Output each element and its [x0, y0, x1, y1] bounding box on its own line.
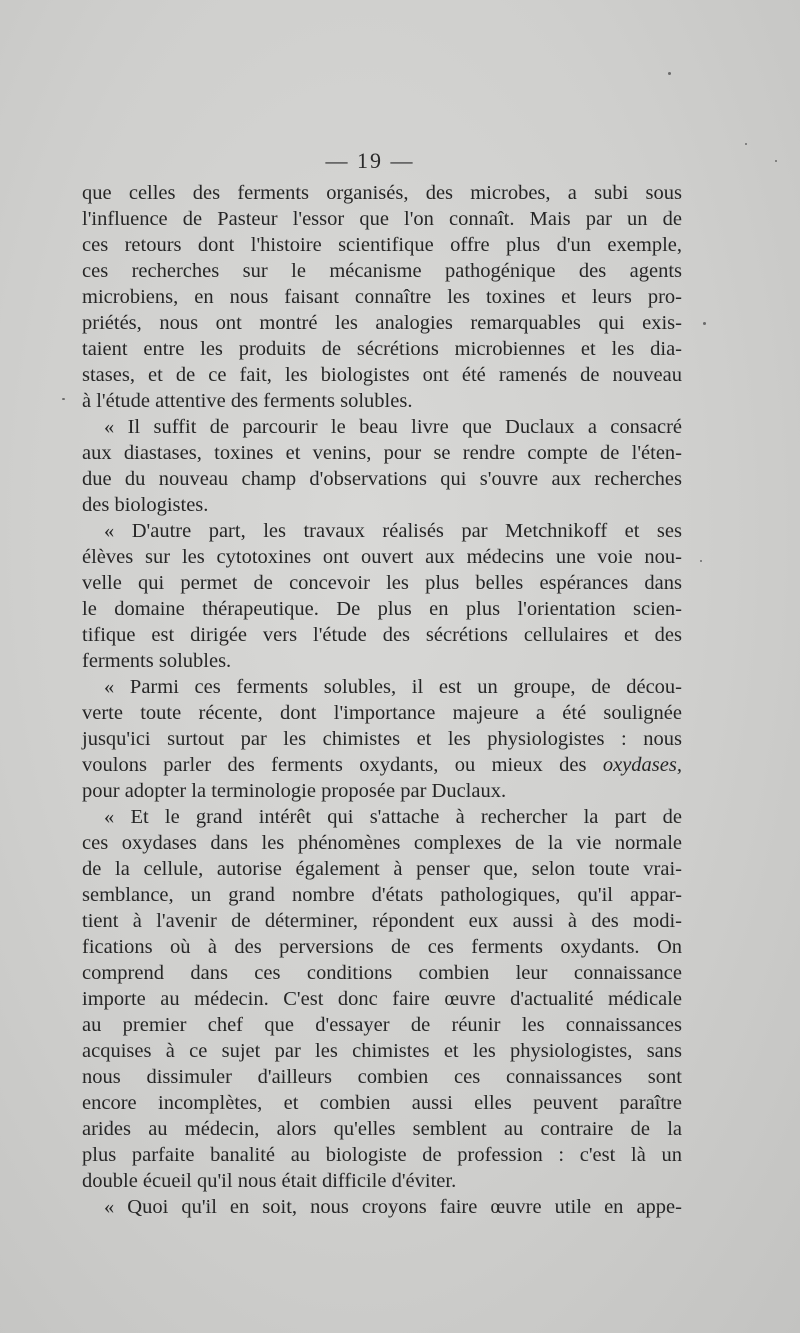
text-line: « Parmi ces ferments solubles, il est un groupe, de décou- — [104, 676, 682, 698]
text-line: priétés, nous ont montré les analogies remarquables qui exis- — [82, 312, 682, 334]
text-line: des biologistes. — [82, 494, 209, 516]
text-line: acquises à ce sujet par les chimistes et les physiologistes, sans — [82, 1040, 682, 1062]
text-line: nous dissimuler d'ailleurs combien ces connaissances sont — [82, 1066, 682, 1088]
text-line: velle qui permet de concevoir les plus belles espérances dans — [82, 572, 682, 594]
paper-speck — [700, 560, 702, 562]
paper-speck — [775, 160, 777, 162]
text-line: l'influence de Pasteur l'essor que l'on connaît. Mais par un de — [82, 208, 682, 230]
paper-speck — [703, 322, 706, 325]
text-line: « D'autre part, les travaux réalisés par Metchnikoff et ses — [104, 520, 682, 542]
page-number: — 19 — — [325, 148, 415, 173]
text-line: ferments solubles. — [82, 650, 232, 672]
text-line: due du nouveau champ d'observations qui s'ouvre aux recherches — [82, 468, 682, 490]
text-line: importe au médecin. C'est donc faire œuvre d'actualité médicale — [82, 988, 682, 1010]
text-line: à l'étude attentive des ferments solubles. — [82, 390, 413, 412]
paper-speck — [668, 72, 671, 75]
body-text — [82, 180, 682, 1220]
paper-speck — [745, 143, 747, 145]
text-line: comprend dans ces conditions combien leur connaissance — [82, 962, 682, 984]
paper-speck — [62, 398, 65, 400]
text-line: microbiens, en nous faisant connaître les toxines et leurs pro- — [82, 286, 682, 308]
text-line: « Quoi qu'il en soit, nous croyons faire œuvre utile en appe- — [104, 1196, 682, 1218]
text-line-with-emphasis — [82, 752, 682, 778]
text-line: « Et le grand intérêt qui s'attache à rechercher la part de — [104, 806, 682, 828]
text-line: ces retours dont l'histoire scientifique offre plus d'un exemple, — [82, 234, 682, 256]
text-line: jusqu'ici surtout par les chimistes et les physiologistes : nous — [82, 728, 682, 750]
text-line: semblance, un grand nombre d'états pathologiques, qu'il appar- — [82, 884, 682, 906]
text-line: « Il suffit de parcourir le beau livre que Duclaux a consacré — [104, 416, 682, 438]
text-line: tient à l'avenir de déterminer, répondent eux aussi à des modi- — [82, 910, 682, 932]
text-line: tifique est dirigée vers l'étude des sécrétions cellulaires et des — [82, 624, 682, 646]
text-line: aux diastases, toxines et venins, pour se rendre compte de l'éten- — [82, 442, 682, 464]
text-line: de la cellule, autorise également à penser que, selon toute vrai- — [82, 858, 682, 880]
text-line: verte toute récente, dont l'importance majeure a été soulignée — [82, 702, 682, 724]
text-line: élèves sur les cytotoxines ont ouvert aux médecins une voie nou- — [82, 546, 682, 568]
text-line: taient entre les produits de sécrétions microbiennes et les dia- — [82, 338, 682, 360]
text-line: le domaine thérapeutique. De plus en plus l'orientation scien- — [82, 598, 682, 620]
text-line: encore incomplètes, et combien aussi elles peuvent paraître — [82, 1092, 682, 1114]
text-line: fications où à des perversions de ces ferments oxydants. On — [82, 936, 682, 958]
text-segment: voulons parler des ferments oxydants, ou mieux des — [82, 754, 587, 776]
text-line: stases, et de ce fait, les biologistes ont été ramenés de nouveau — [82, 364, 682, 386]
text-line: plus parfaite banalité au biologiste de profession : c'est là un — [82, 1144, 682, 1166]
text-line: au premier chef que d'essayer de réunir les connaissances — [82, 1014, 682, 1036]
emphasized-term: oxydases, — [602, 754, 682, 776]
text-line: pour adopter la terminologie proposée par Duclaux. — [82, 780, 507, 802]
text-line: double écueil qu'il nous était difficile d'éviter. — [82, 1170, 457, 1192]
text-line: que celles des ferments organisés, des microbes, a subi sous — [82, 182, 682, 204]
text-line: arides au médecin, alors qu'elles semblent au contraire de la — [82, 1118, 682, 1140]
text-line: ces recherches sur le mécanisme pathogénique des agents — [82, 260, 682, 282]
text-line: ces oxydases dans les phénomènes complexes de la vie normale — [82, 832, 682, 854]
